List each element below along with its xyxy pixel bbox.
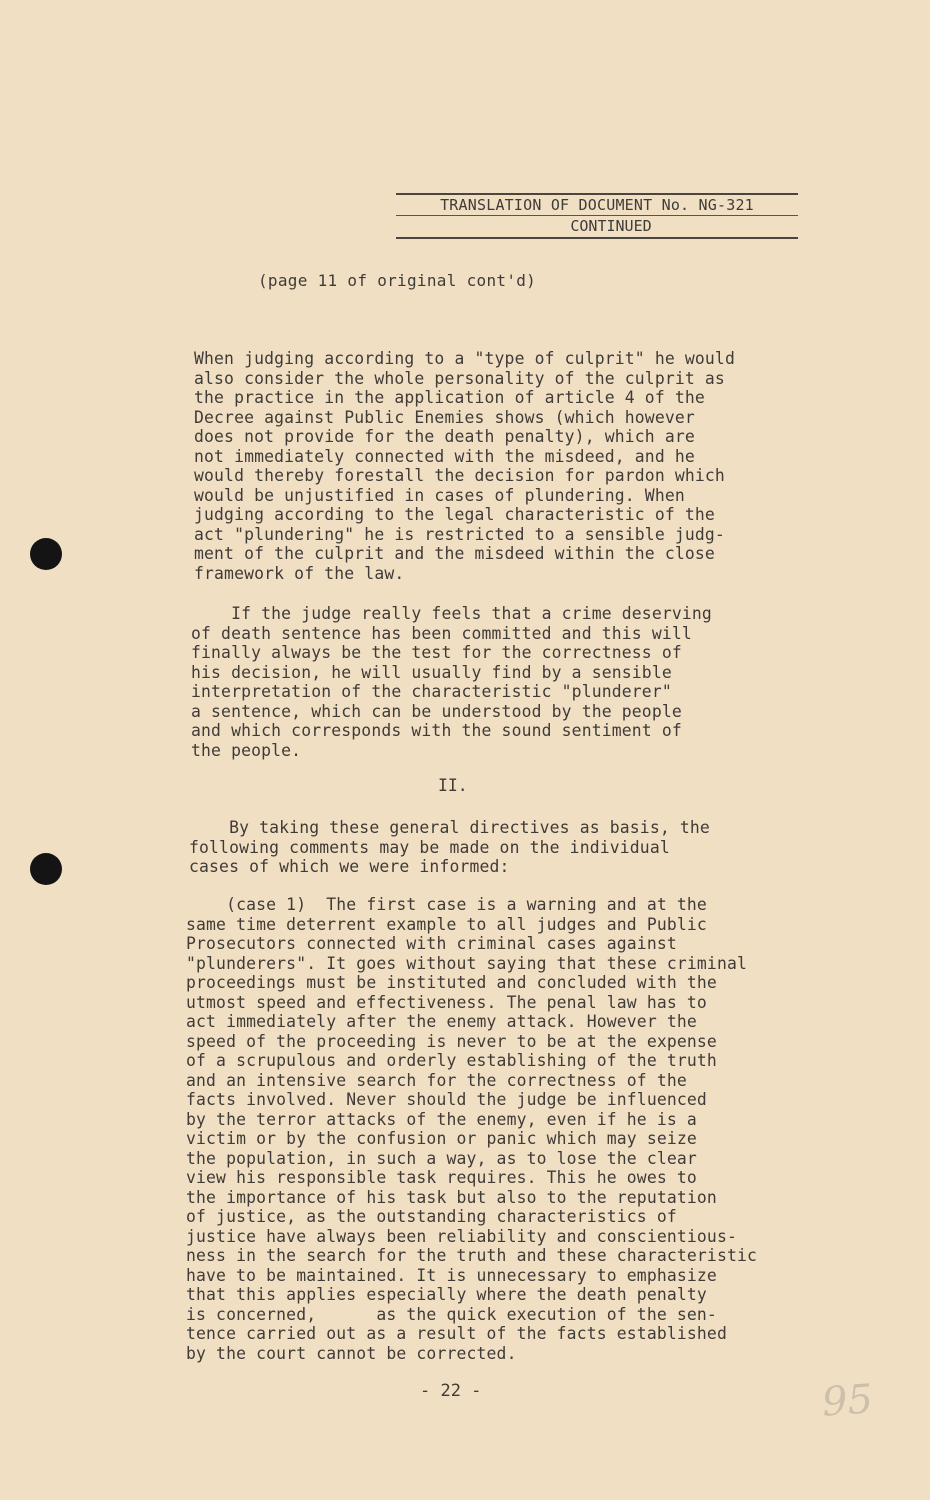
document-header bbox=[396, 193, 798, 239]
document-subtitle bbox=[396, 216, 798, 239]
punch-hole bbox=[30, 538, 62, 570]
document-title: TRANSLATION OF DOCUMENT No. NG-321 bbox=[396, 193, 798, 216]
page-number: - 22 - bbox=[420, 1381, 482, 1401]
page-stamp: 95 bbox=[820, 1376, 875, 1426]
paragraph-3: By taking these general directives as basis, the following comments may be made on the individual cases of which we were informed: bbox=[189, 818, 710, 876]
page-note: (page 11 of original cont'd) bbox=[258, 271, 537, 290]
section-heading: II. bbox=[438, 776, 468, 795]
paragraph-2: If the judge really feels that a crime deserving of death sentence has been committed and this will finally always be the test for the correctness of his decision, he will usually find by a sensible interpretation of the characteristic "plunderer" a sentence, which can be understood by the people and which corresponds with the sound sentiment of the people. bbox=[191, 604, 712, 760]
punch-hole bbox=[30, 853, 62, 885]
paragraph-4: (case 1) The first case is a warning and at the same time deterrent example to all judges and Public Prosecutors connected with criminal cases against "plunderers". It goes without saying that these criminal proceedings must be instituted and concluded with the utmost speed and effectiveness. The penal law has to act immediately after the enemy attack. However the speed of the proceeding is never to be at the expense of a scrupulous and orderly establishing of the truth and an intensive search for the correctness of the facts involved. Never should the judge be influenced by the terror attacks of the enemy, even if he is a victim or by the confusion or panic which may seize the population, in such a way, as to lose the clear view his responsible task requires. This he owes to the importance of his task but also to the reputation of justice, as the outstanding characteristics of justice have always been reliability and conscientious- ness in the search for the truth and these characteristic have to be maintained. It is unnecessary to emphasize that this applies especially where the death penalty is concerned, as the quick execution of the sen- tence carried out as a result of the facts established by the court cannot be corrected. bbox=[186, 895, 758, 1363]
document-subtitle-text: CONTINUED bbox=[570, 217, 652, 235]
paragraph-1: When judging according to a "type of culprit" he would also consider the whole personality of the culprit as the practice in the application of article 4 of the Decree against Public Enemies shows (which however does not provide for the death penalty), which are not immediately connected with the misdeed, and he would thereby forestall the decision for pardon which would be unjustified in cases of plundering. When judging according to the legal characteristic of the act "plundering" he is restricted to a sensible judg- ment of the culprit and the misdeed within the close framework of the law. bbox=[194, 349, 735, 583]
